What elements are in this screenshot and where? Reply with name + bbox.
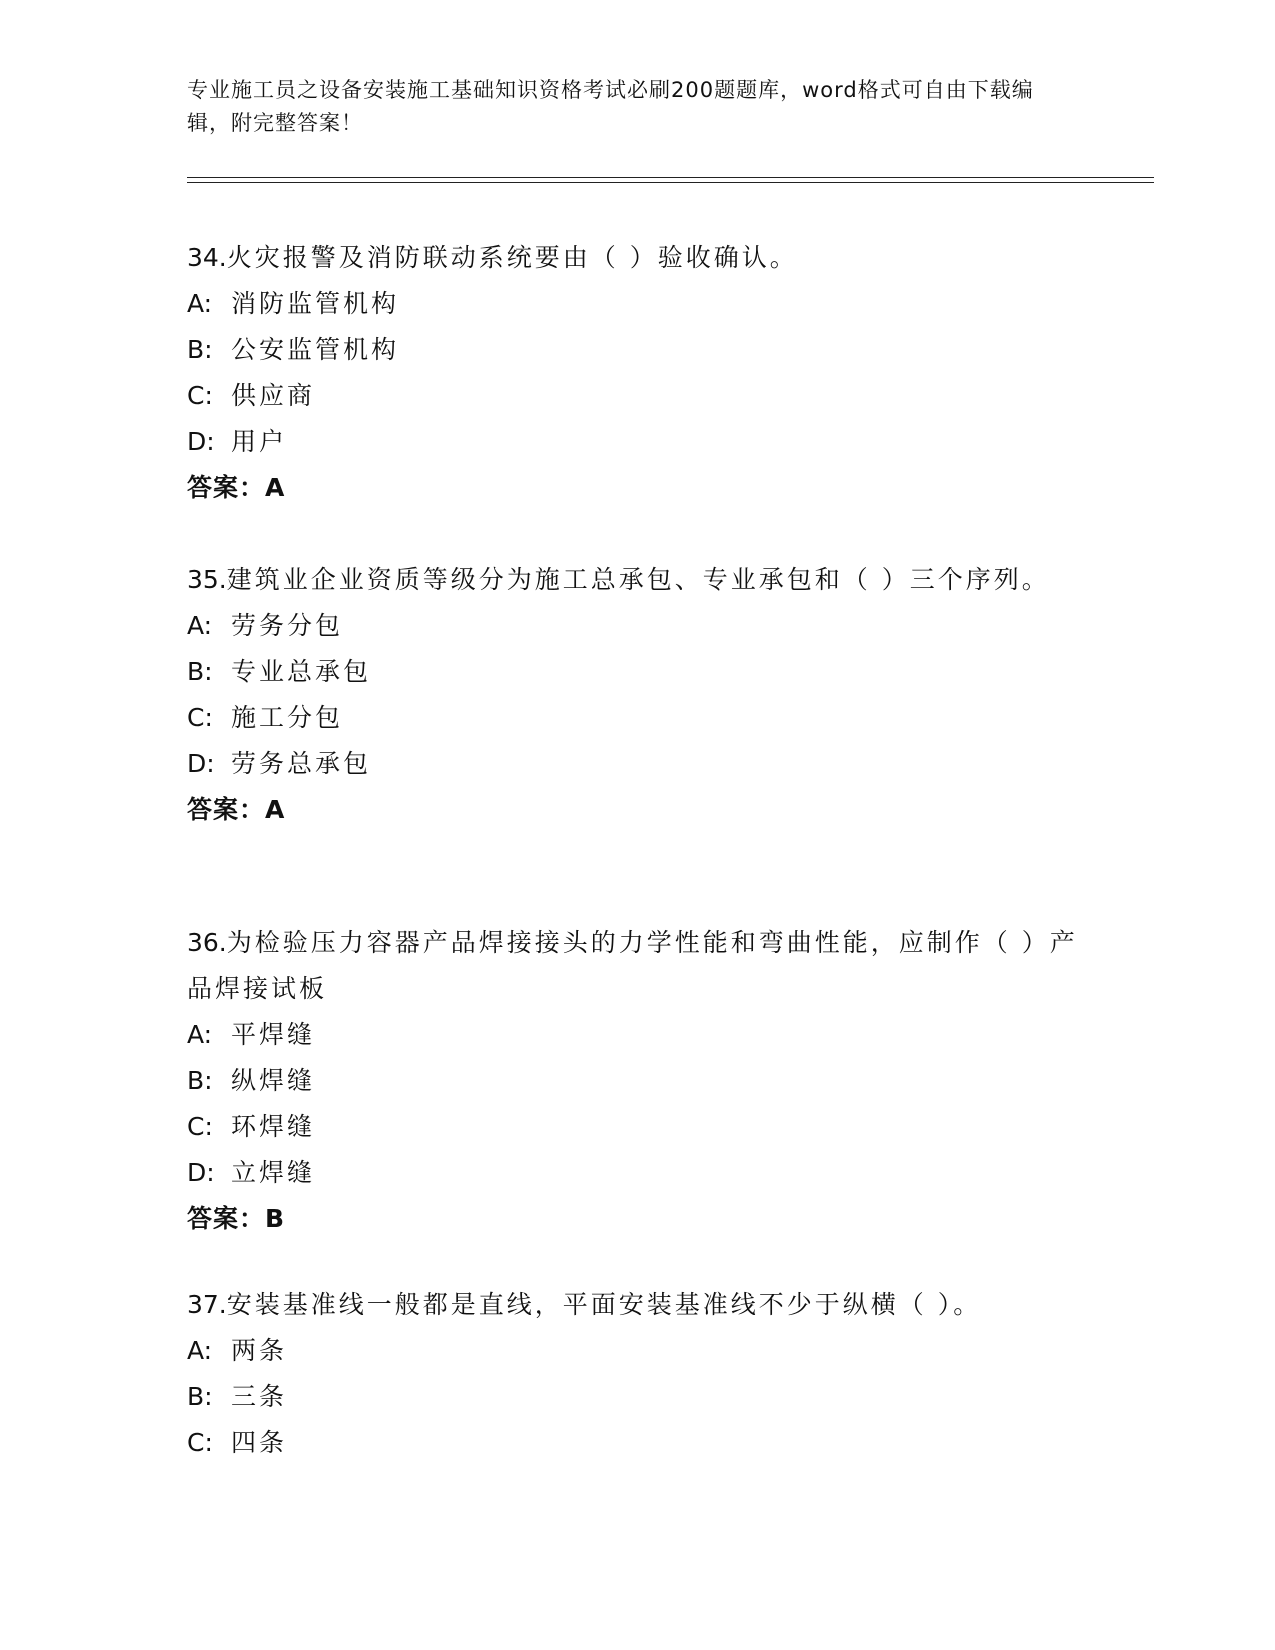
option-key: A: — [187, 289, 213, 318]
question-text: 为检验压力容器产品焊接接头的力学性能和弯曲性能，应制作（ ）产品焊接试板 — [187, 928, 1078, 1003]
header-rule-bottom — [187, 182, 1154, 183]
option-key: B: — [187, 335, 213, 364]
option-key: B: — [187, 1066, 213, 1095]
option-text: 供应商 — [231, 381, 316, 410]
question-number: 37. — [187, 1290, 227, 1319]
option-c — [187, 695, 1087, 741]
answer-line: 答案：A — [187, 795, 286, 824]
option-key: D: — [187, 427, 215, 456]
question-stem — [187, 557, 1087, 603]
option-text: 劳务总承包 — [231, 749, 372, 778]
question-number: 35. — [187, 565, 227, 594]
option-d — [187, 419, 1087, 465]
option-key: C: — [187, 1428, 213, 1457]
option-text: 用户 — [231, 427, 288, 456]
option-text: 立焊缝 — [231, 1158, 316, 1187]
question-36 — [187, 920, 1087, 1242]
option-text: 施工分包 — [231, 703, 344, 732]
option-key: A: — [187, 1020, 213, 1049]
option-text: 三条 — [231, 1382, 288, 1411]
option-key: B: — [187, 657, 213, 686]
option-c — [187, 373, 1087, 419]
option-b — [187, 649, 1087, 695]
header-rule-top — [187, 177, 1154, 178]
option-text: 消防监管机构 — [231, 289, 400, 318]
option-text: 平焊缝 — [231, 1020, 316, 1049]
option-key: D: — [187, 749, 215, 778]
question-number: 36. — [187, 928, 227, 957]
option-key: C: — [187, 703, 213, 732]
question-number: 34. — [187, 243, 227, 272]
option-key: A: — [187, 611, 213, 640]
option-c — [187, 1104, 1087, 1150]
option-b — [187, 1058, 1087, 1104]
option-key: C: — [187, 1112, 213, 1141]
question-37 — [187, 1282, 1087, 1466]
option-text: 四条 — [231, 1428, 288, 1457]
question-stem — [187, 235, 1087, 281]
option-key: D: — [187, 1158, 215, 1187]
question-text: 安装基准线一般都是直线，平面安装基准线不少于纵横（ ）。 — [226, 1290, 982, 1319]
question-text: 建筑业企业资质等级分为施工总承包、专业承包和（ ）三个序列。 — [226, 565, 1050, 594]
option-c — [187, 1420, 1087, 1466]
document-header-title: 专业施工员之设备安装施工基础知识资格考试必刷200题题库，word格式可自由下载编辑，附完整答案！ — [187, 78, 1034, 135]
option-a — [187, 603, 1087, 649]
option-key: C: — [187, 381, 213, 410]
option-a — [187, 1328, 1087, 1374]
option-a — [187, 281, 1087, 327]
option-text: 公安监管机构 — [231, 335, 400, 364]
option-text: 环焊缝 — [231, 1112, 316, 1141]
answer-line: 答案：B — [187, 1204, 286, 1233]
question-text: 火灾报警及消防联动系统要由（ ）验收确认。 — [226, 243, 798, 272]
option-a — [187, 1012, 1087, 1058]
question-stem — [187, 1282, 1087, 1328]
question-34 — [187, 235, 1087, 511]
answer-line: 答案：A — [187, 473, 286, 502]
option-text: 专业总承包 — [231, 657, 372, 686]
option-text: 两条 — [231, 1336, 288, 1365]
option-d — [187, 741, 1087, 787]
option-b — [187, 1374, 1087, 1420]
option-key: B: — [187, 1382, 213, 1411]
question-35 — [187, 557, 1087, 833]
question-stem — [187, 920, 1087, 1012]
option-d — [187, 1150, 1087, 1196]
option-key: A: — [187, 1336, 213, 1365]
option-b — [187, 327, 1087, 373]
option-text: 劳务分包 — [231, 611, 344, 640]
option-text: 纵焊缝 — [231, 1066, 316, 1095]
